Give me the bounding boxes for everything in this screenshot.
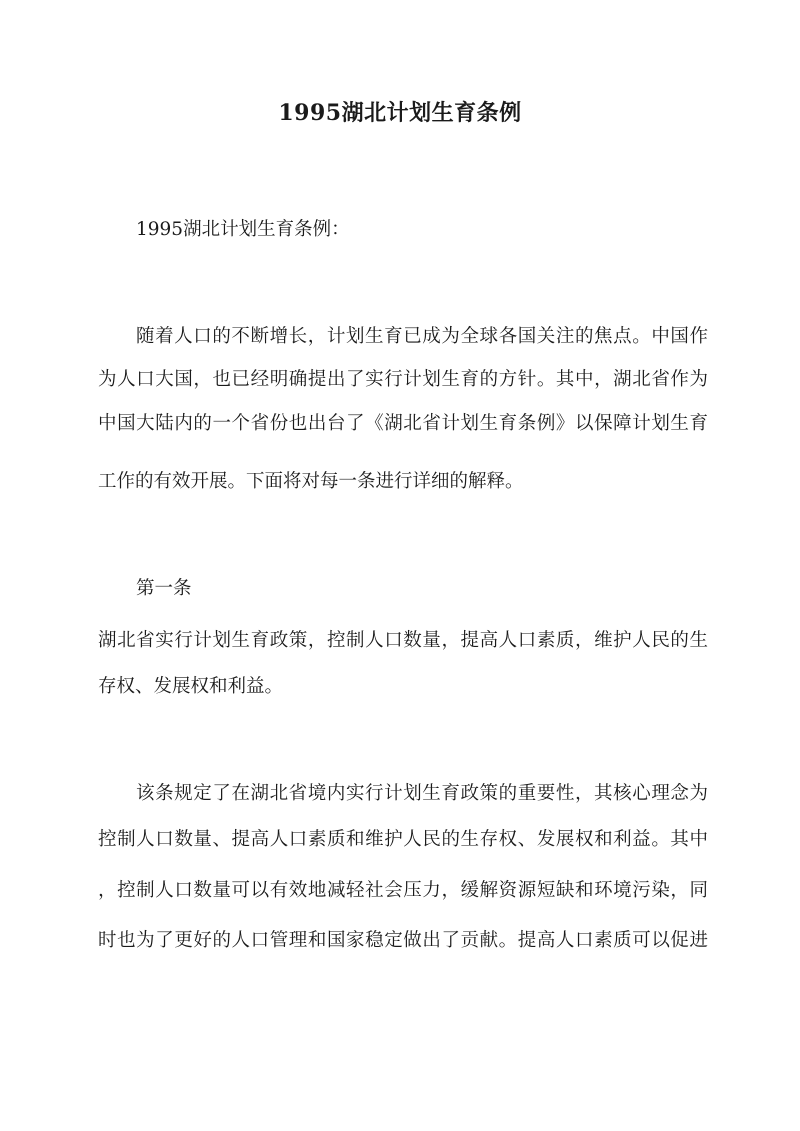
intro-line: 随着人口的不断增长，计划生育已成为全球各国关注的焦点。中国作 [136, 326, 708, 347]
explanation-line: 该条规定了在湖北省境内实行计划生育政策的重要性，其核心理念为 [136, 783, 708, 804]
document-title: 1995湖北计划生育条例 [278, 100, 522, 126]
intro-line: 工作的有效开展。下面将对每一条进行详细的解释。 [98, 471, 524, 492]
article-heading: 第一条 [136, 578, 192, 599]
document-subtitle: 1995湖北计划生育条例： [136, 219, 350, 240]
intro-line: 中国大陆内的一个省份也出台了《湖北省计划生育条例》以保障计划生育 [98, 413, 708, 434]
explanation-line: 控制人口数量、提高人口素质和维护人民的生存权、发展权和利益。其中 [98, 829, 708, 850]
article-line: 湖北省实行计划生育政策，控制人口数量，提高人口素质，维护人民的生 [98, 630, 708, 651]
intro-line: 为人口大国，也已经明确提出了实行计划生育的方针。其中，湖北省作为 [98, 369, 708, 390]
explanation-line: ，控制人口数量可以有效地减轻社会压力，缓解资源短缺和环境污染，同 [98, 880, 708, 901]
explanation-line: 时也为了更好的人口管理和国家稳定做出了贡献。提高人口素质可以促进 [98, 930, 708, 951]
article-line: 存权、发展权和利益。 [98, 676, 284, 697]
